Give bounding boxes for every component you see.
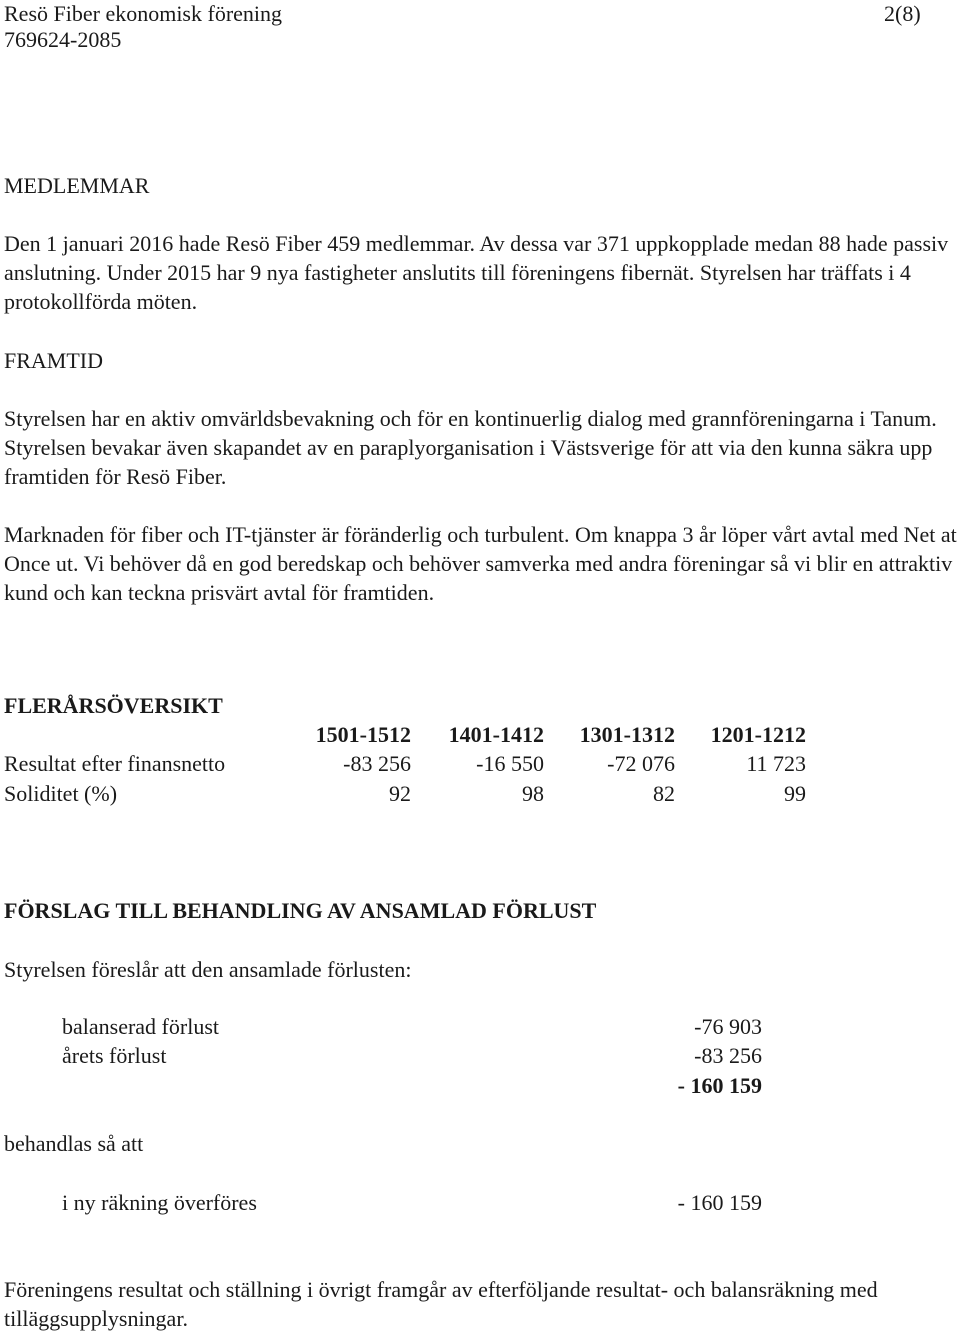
overview-cell: -72 076 [607,751,675,776]
organization-name: Resö Fiber ekonomisk förening [4,1,283,26]
loss-item-balanced [62,1012,762,1041]
loss-item-label: årets förlust [62,1043,167,1068]
carry-forward-value: - 160 159 [677,1190,762,1215]
members-heading: MEDLEMMAR [4,173,150,198]
future-heading: FRAMTID [4,348,104,373]
overview-header-row [4,720,814,749]
overview-cell: 11 723 [746,751,806,776]
page-number: 2(8) [884,1,921,26]
future-paragraph-2: Marknaden för fiber och IT-tjänster är föränderlig och turbulent. Om knappa 3 år löper vårt avtal med Net at Once ut. Vi behöver då en god beredskap och behöver samverka med andra föreningar så vi blir en attraktiv kund och kan teckna prisvärt avtal för framtiden. [4,522,957,605]
overview-row-solidity [4,779,814,808]
loss-item-label: balanserad förlust [62,1014,219,1039]
overview-cell: 92 [389,781,411,806]
overview-row-label: Resultat efter finansnetto [4,751,226,776]
overview-row-label: Soliditet (%) [4,781,118,806]
overview-cell: -83 256 [343,751,411,776]
members-paragraph: Den 1 januari 2016 hade Resö Fiber 459 medlemmar. Av dessa var 371 uppkopplade medan 88 hade passiv anslutning. Under 2015 har 9 nya fastigheter anslutits till föreningens fibernät. Styrelsen har träffats i 4 protokollförda möten. [4,231,949,314]
carry-forward-label: i ny räkning överföres [62,1190,257,1215]
overview-column-header: 1201-1212 [710,722,806,747]
overview-column-header: 1501-1512 [315,722,411,747]
loss-item-value: -83 256 [694,1043,762,1068]
future-paragraph-1: Styrelsen har en aktiv omvärldsbevakning och för en kontinuerlig dialog med grannföreningarna i Tanum. Styrelsen bevakar även skapandet av en paraplyorganisation i Västsverige för att via den kunna säkra upp framtiden för Resö Fiber. [4,406,937,489]
overview-cell: -16 550 [476,751,544,776]
treated-label: behandlas så att [4,1131,144,1156]
loss-proposal-heading: FÖRSLAG TILL BEHANDLING AV ANSAMLAD FÖRLUST [4,898,597,923]
loss-total-row [62,1071,762,1100]
overview-column-header: 1401-1412 [448,722,544,747]
loss-item-value: -76 903 [694,1014,762,1039]
overview-cell: 98 [522,781,544,806]
loss-proposal-intro: Styrelsen föreslår att den ansamlade förlusten: [4,957,412,982]
overview-column-header: 1301-1312 [579,722,675,747]
loss-total-value: - 160 159 [677,1073,762,1098]
overview-row-result [4,749,814,778]
footer-paragraph: Föreningens resultat och ställning i övrigt framgår av efterföljande resultat- och balansräkning med tilläggsupplysningar. [4,1277,878,1331]
overview-cell: 99 [784,781,806,806]
loss-item-year [62,1041,762,1070]
carry-forward-row [62,1188,762,1217]
organization-number: 769624-2085 [4,27,122,52]
overview-heading: FLERÅRSÖVERSIKT [4,693,223,718]
overview-cell: 82 [653,781,675,806]
